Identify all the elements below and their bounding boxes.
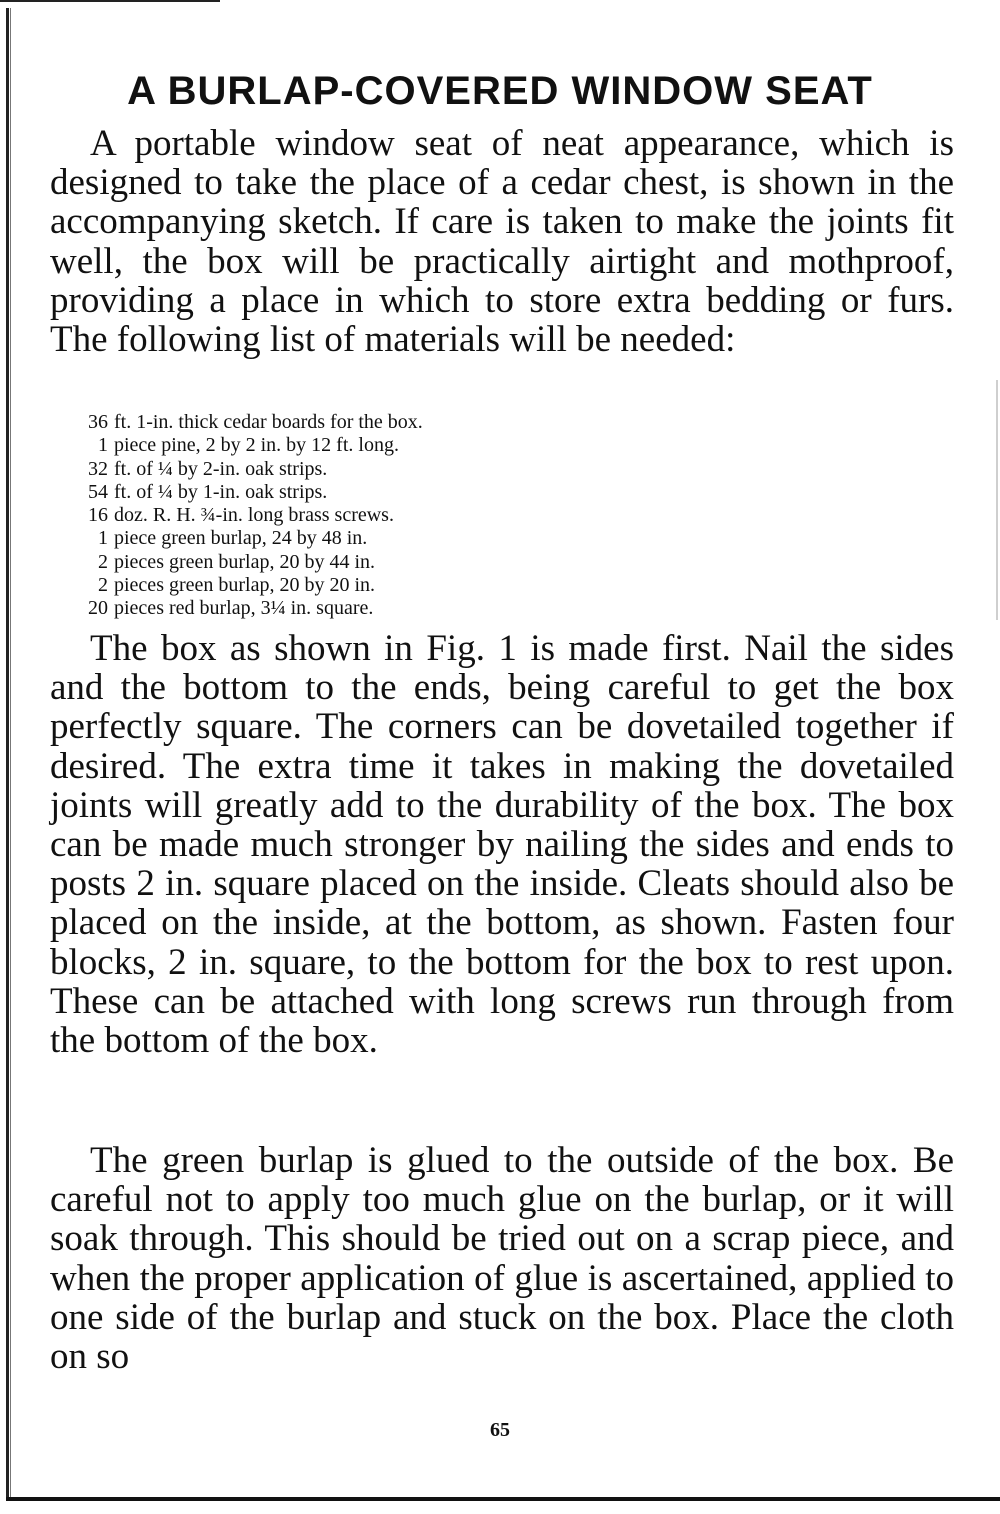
materials-list-item [80, 574, 700, 597]
page-title: A BURLAP-COVERED WINDOW SEAT [127, 68, 873, 113]
material-quantity: 2 [98, 574, 108, 597]
material-quantity: 54 [88, 480, 108, 503]
materials-list-item [80, 551, 700, 574]
material-quantity: 16 [88, 504, 108, 527]
material-description: pieces green burlap, 20 by 44 in. [114, 550, 376, 573]
materials-list-item [80, 434, 700, 457]
material-quantity: 1 [98, 527, 108, 550]
materials-list-item [80, 527, 700, 550]
material-description: doz. R. H. ¾-in. long brass screws. [114, 504, 394, 527]
material-description: ft. 1-in. thick cedar boards for the box. [114, 411, 423, 433]
page-edge-top [0, 0, 220, 2]
material-quantity: 1 [98, 434, 108, 457]
material-description: pieces red burlap, 3¼ in. square. [114, 597, 374, 620]
page-edge-left [6, 8, 9, 1500]
material-description: pieces green burlap, 20 by 20 in. [114, 574, 376, 597]
material-description: piece green burlap, 24 by 48 in. [114, 527, 368, 550]
box-construction-paragraph: The box as shown in Fig. 1 is made first. Nail the sides and the bottom to the ends, being careful to get the box perfectly square. The corners can be dovetailed together if desired. The extra time it takes in making the dovetailed joints will greatly add to the durability of the box. The box can be made much stronger by nailing the sides and ends to posts 2 in. square placed on the inside. Cleats should also be placed on the inside, at the bottom, as shown. Fasten four blocks, 2 in. square, to the bottom for the box to rest upon. These can be attached with long screws run through from the bottom of the box. [50, 628, 954, 1062]
material-description: ft. of ¼ by 1-in. oak strips. [114, 480, 328, 503]
intro-paragraph: A portable window seat of neat appearance, which is designed to take the place of a cedar chest, is shown in the accompanying sketch. If care is taken to make the joints fit well, the box will be practically airtight and mothproof, providing a place in which to store extra bedding or furs. The following list of materials will be needed: [50, 123, 954, 361]
materials-list-item [80, 597, 700, 620]
page-number: 65 [490, 1419, 510, 1441]
materials-list-item [80, 411, 700, 434]
material-quantity: 32 [88, 457, 108, 480]
page-edge-left-inner [10, 8, 11, 1500]
materials-list-item [80, 458, 700, 481]
page-edge-bottom [6, 1497, 1000, 1501]
burlap-gluing-paragraph: The green burlap is glued to the outside of the box. Be careful not to apply too much glue on the burlap, or it will soak through. This should be tried out on a scrap piece, and when the proper application of glue is ascertained, applied to one side of the burlap and stuck on the box. Place the cloth on so [50, 1140, 954, 1378]
materials-list-item [80, 481, 700, 504]
material-description: piece pine, 2 by 2 in. by 12 ft. long. [114, 434, 399, 457]
materials-list-item [80, 504, 700, 527]
material-quantity: 36 [88, 411, 108, 433]
material-description: ft. of ¼ by 2-in. oak strips. [114, 457, 328, 480]
material-quantity: 20 [88, 597, 108, 620]
materials-list [80, 411, 700, 621]
page-edge-right [996, 380, 998, 620]
material-quantity: 2 [98, 550, 108, 573]
